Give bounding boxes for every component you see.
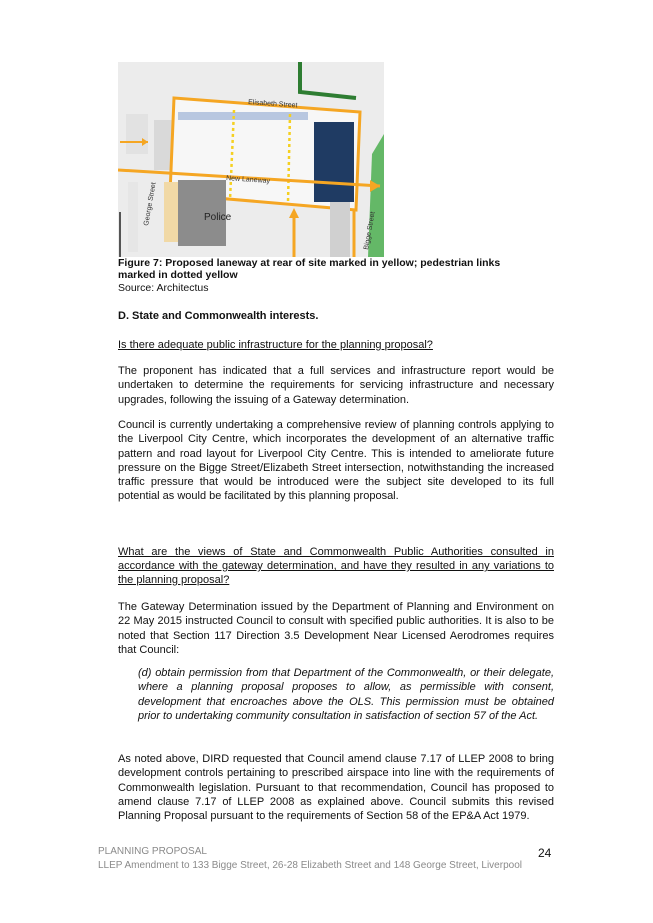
question-infrastructure: Is there adequate public infrastructure for the planning proposal?	[118, 339, 433, 351]
quote-direction: (d) obtain permission from that Department of the Commonwealth, or their delegate, where a planning proposal proposes to allow, as permissible with consent, development that encroaches above the OLS. This permission must be obtained prior to undertaking community consultation in satisfaction of section 57 of the Act.	[138, 667, 554, 722]
footer-subtitle: LLEP Amendment to 133 Bigge Street, 26-28 Elizabeth Street and 148 George Street, Liverpool	[98, 860, 522, 871]
footer-title: PLANNING PROPOSAL	[98, 846, 207, 857]
question-state-views: What are the views of State and Commonwealth Public Authorities consulted in accordance with the gateway determination, and have they resulted in any variations to the planning proposal?	[118, 546, 554, 586]
label-new-laneway: New Laneway	[225, 175, 271, 186]
label-elisabeth-street: Elisabeth Street	[247, 99, 298, 110]
label-george-street: George Street	[143, 181, 158, 227]
page-number: 24	[538, 846, 552, 860]
site-map-figure	[118, 62, 384, 257]
figure-source: Source: Architectus	[118, 282, 209, 294]
paragraph-dird: As noted above, DIRD requested that Council amend clause 7.17 of LLEP 2008 to bring development controls pertaining to prescribed airspace into line with the requirements of Commonwealth legislation. Pursuant to that recommendation, Council has proposed to amend clause 7.17 of LLEP 2008 as explained above. Council submits this revised Planning Proposal pursuant to the requirements of Section 58 of the EP&A Act 1979.	[118, 753, 554, 823]
paragraph-services: The proponent has indicated that a full services and infrastructure report would be undertaken to determine the requirements for servicing infrastructure and necessary upgrades, following the issuing of a Gateway determination.	[118, 365, 554, 406]
figure-caption: Figure 7: Proposed laneway at rear of site marked in yellow; pedestrian links marked in dotted yellow	[118, 257, 501, 281]
label-police: Police	[204, 212, 232, 223]
paragraph-gateway: The Gateway Determination issued by the Department of Planning and Environment on 22 May 2015 instructed Council to consult with specified public authorities. It is also to be noted that Section 117 Direction 3.5 Development Near Licensed Aerodromes requires that Council:	[118, 601, 554, 656]
label-bigge-street: Bigge Street	[363, 211, 377, 251]
section-heading: D. State and Commonwealth interests.	[118, 310, 319, 322]
paragraph-council-review: Council is currently undertaking a comprehensive review of planning controls applying to the Liverpool City Centre, which incorporates the development of an alternative traffic pattern and road layout for Liverpool City Centre. This is intended to ameliorate future pressure on the Bigge Street/Elizabeth Street intersection, notwithstanding the increased traffic pressure that would be introduced were the subject site developed to its full potential as would be facilitated by this planning proposal.	[118, 419, 554, 503]
